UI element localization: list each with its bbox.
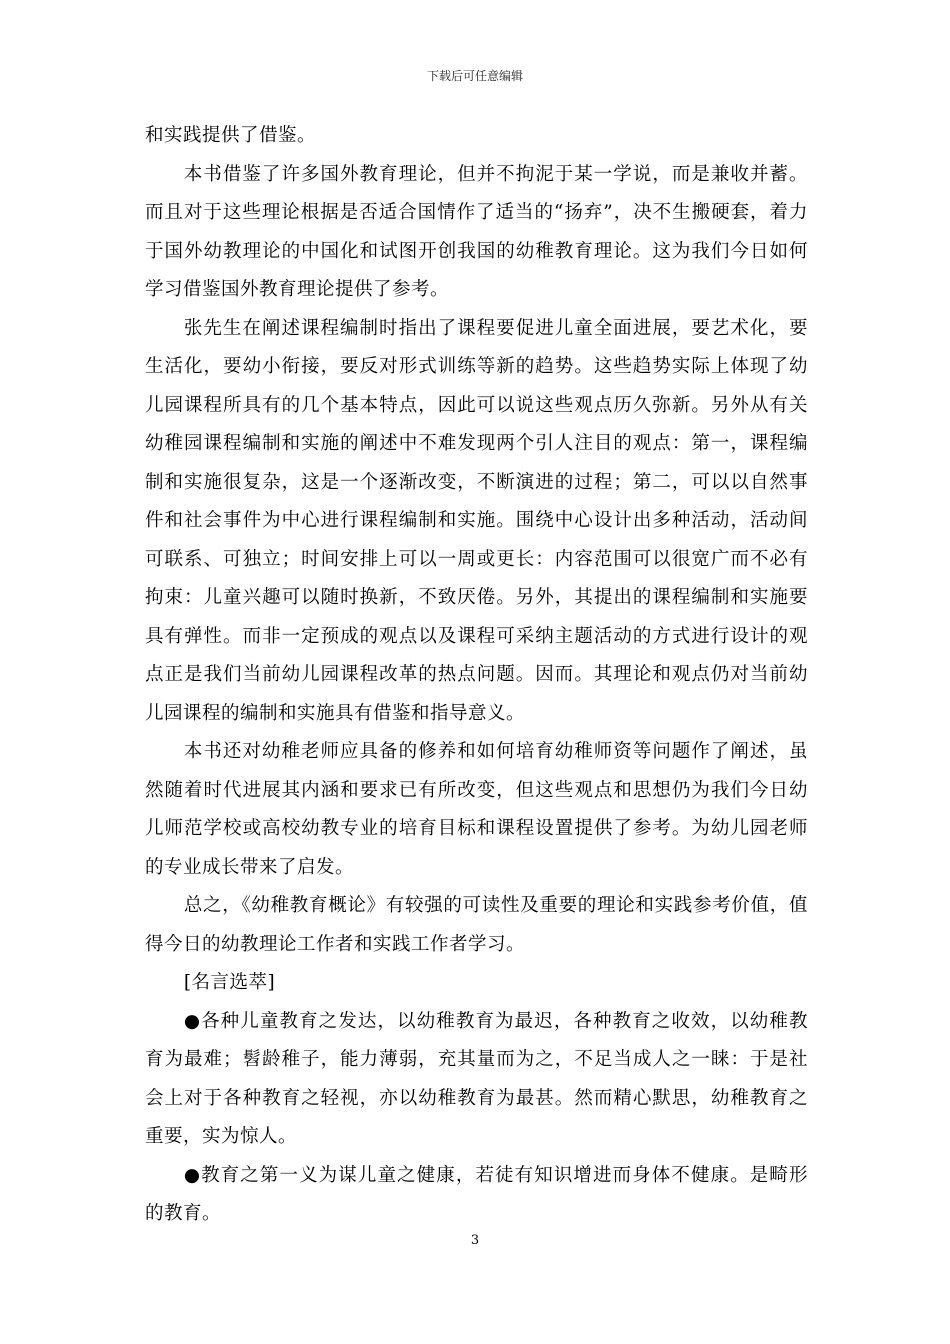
paragraph-teacher-training: 本书还对幼稚老师应具备的修养和如何培育幼稚师资等问题作了阐述，虽然随着时代进展其内涵和要求已有所改变，但这些观点和思想仍为我们今日幼儿师范学校或高校幼教专业的培育目标和课程设置提供了参考。为幼儿园老师的专业成长带来了启发。 [145,741,808,878]
page-header: 下载后可任意编辑 [426,69,523,83]
document-body [145,117,808,1234]
quote-item: ●各种儿童教育之发达，以幼稚教育为最迟，各种教育之收效，以幼稚教育为最难；髫龄稚子，能力薄弱，充其量而为之，不足当成人之一睐：于是社会上对于各种教育之轻视，亦以幼稚教育为最甚。然而精心默思，幼稚教育之重要，实为惊人。 [145,1010,808,1147]
paragraph-curriculum: 张先生在阐述课程编制时指出了课程要促进儿童全面进展，要艺术化，要生活化，要幼小衔接，要反对形式训练等新的趋势。这些趋势实际上体现了幼儿园课程所具有的几个基本特点，因此可以说这些观点历久弥新。另外从有关幼稚园课程编制和实施的阐述中不难发现两个引人注目的观点：第一，课程编制和实施很复杂，这是一个逐渐改变，不断演进的过程；第二，可以以自然事件和社会事件为中心进行课程编制和实施。围绕中心设计出多种活动，活动间可联系、可独立；时间安排上可以一周或更长：内容范围可以很宽广而不必有拘束：儿童兴趣可以随时换新，不致厌倦。另外，其提出的课程编制和实施要具有弹性。而非一定预成的观点以及课程可采纳主题活动的方式进行设计的观点正是我们当前幼儿园课程改革的热点问题。因而。其理论和观点仍对当前幼儿园课程的编制和实施具有借鉴和指导意义。 [145,317,808,724]
page-number: 3 [470,1233,480,1248]
paragraph-conclusion: 总之，《幼稚教育概论》有较强的可读性及重要的理论和实践参考价值，值得今日的幼教理论工作者和实践工作者学习。 [145,895,808,955]
paragraph-continuation: 和实践提供了借鉴。 [145,125,317,146]
paragraph-foreign-theory: 本书借鉴了许多国外教育理论，但并不拘泥于某一学说，而是兼收并蓄。而且对于这些理论根据是否适合国情作了适当的“扬弃”，决不生搬硬套，着力于国外幼教理论的中国化和试图开创我国的幼稚教育理论。这为我们今日如何学习借鉴国外教育理论提供了参考。 [145,163,808,300]
quote-item: ●教育之第一义为谋儿童之健康，若徒有知识增进而身体不健康。是畸形的教育。 [145,1164,808,1224]
section-heading-quotes: [名言选萃] [183,972,276,993]
